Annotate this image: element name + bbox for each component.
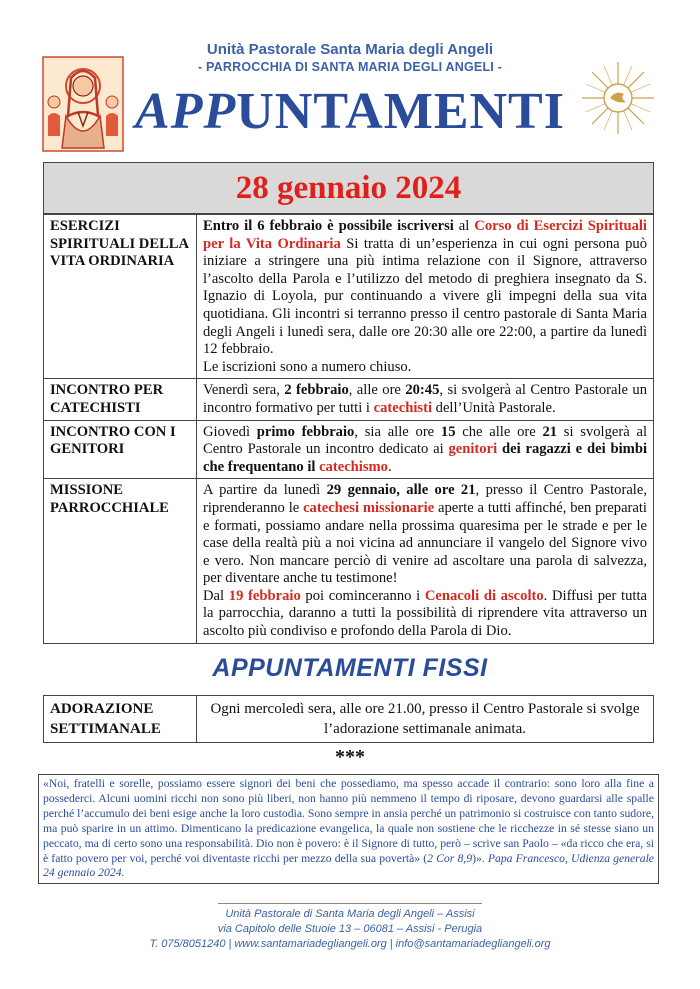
table-row	[44, 215, 654, 379]
pope-quote: «Noi, fratelli e sorelle, possiamo essere signori dei beni che possediamo, ma spesso accade il contrario: sono loro alla fine a possederci. Alcuni uomini ricchi non sono più liberi, non hanno più nemmeno il tempo di riposare, devono guardarsi alle spalle perché l’accumulo dei beni esige anche la loro custodia. Sono sempre in ansia perché un patrimonio si costruisce con tanto sudore, ma può sparire in un attimo. Dimenticano la predicazione evangelica, la quale non sostiene che le ricchezze in sé stesse siano un peccato, ma di certo sono una responsabilità. Dio non è povero: è il Signore di tutto, però – scrive san Paolo – «da ricco che era, si è fatto povero per voi, perché voi diventaste ricchi per mezzo della sua povertà» (2 Cor 8,9)». Papa Francesco, Udienza generale 24 gennaio 2024.	[38, 774, 659, 884]
row-text: Entro il 6 febbraio è possibile iscriversi al Corso di Esercizi Spirituali per la Vita Ordinaria Si tratta di un’esperienza in cui ogni persona può iniziare a stringere una più intima relazione con il Signore, attraverso l’ascolto della Parola e l’utilizzo del metodo di preghiera insegnato da S. Ignazio di Loyola, pur continuando a vivere gli impegni della sua vita quotidiana. Gli incontri si terranno presso il centro pastorale di Santa Maria degli Angeli i lunedì sera, dalle ore 20:30 alle ore 22:00, a partire da lunedì 12 febbraio. Le iscrizioni sono a numero chiuso.	[197, 215, 654, 379]
fixed-appointments-title: APPUNTAMENTI FISSI	[212, 654, 488, 682]
footer-org: Unità Pastorale di Santa Maria degli Angeli – Assisi	[225, 908, 475, 920]
separator-stars: ***	[335, 746, 365, 768]
row-text: A partire da lunedì 29 gennaio, alle ore 21, presso il Centro Pastorale, riprenderanno le catechesi missionarie aperte a tutti affinché, ben preparati e formati, possiamo andare nella prossima quaresima per le strade e per le case della realtà più a noi vicina ad annunciare il vangelo del Signore vivo e vero. Non mancare perciò di venire ad ascoltare una parola di salvezza, per diventare anche tu testimone! Dal 19 febbraio poi cominceranno i Cenacoli di ascolto. Diffusi per tutta la parrocchia, daranno a tutti la possibilità di riprendere vita attraverso un ascolto più condiviso e profondo della Parola di Dio.	[197, 479, 654, 643]
row-label: ESERCIZI SPIRITUALI DELLA VITA ORDINARIA	[44, 215, 197, 379]
footer-address: via Capitolo delle Stuoie 13 – 06081 – Assisi - Perugia	[217, 923, 483, 935]
date-text: 28 gennaio 2024	[235, 170, 462, 206]
row-text: Giovedì primo febbraio, sia alle ore 15 che alle ore 21 si svolgerà al Centro Pastorale un incontro dedicato ai genitori dei ragazzi e dei bimbi che frequentano il catechismo.	[197, 420, 654, 479]
table-row	[44, 696, 654, 743]
footer-contacts: T. 075/8051240 | www.santamariadegliangeli.org | info@santamariadegliangeli.org	[149, 938, 551, 950]
row-label: INCONTRO CON I GENITORI	[44, 420, 197, 479]
fixed-appointments-table	[43, 695, 654, 743]
row-text: Venerdì sera, 2 febbraio, alle ore 20:45, si svolgerà al Centro Pastorale un incontro formativo per tutti i catechisti dell’Unità Pastorale.	[197, 379, 654, 420]
row-label: MISSIONE PARROCCHIALE	[44, 479, 197, 643]
page-title: APPUNTAMENTI	[135, 83, 565, 140]
footer-divider	[218, 903, 482, 904]
appointments-table	[43, 214, 654, 644]
date-banner	[43, 162, 654, 214]
row-text: Ogni mercoledì sera, alle ore 21.00, presso il Centro Pastorale si svolge l’adorazione settimanale animata.	[197, 696, 654, 743]
table-row	[44, 479, 654, 643]
parish-name: - PARROCCHIA DI SANTA MARIA DEGLI ANGELI -	[198, 60, 502, 74]
row-label: ADORAZIONE SETTIMANALE	[44, 696, 197, 743]
org-name: Unità Pastorale Santa Maria degli Angeli	[206, 41, 494, 58]
row-label: INCONTRO PER CATECHISTI	[44, 379, 197, 420]
table-row	[44, 420, 654, 479]
table-row	[44, 379, 654, 420]
